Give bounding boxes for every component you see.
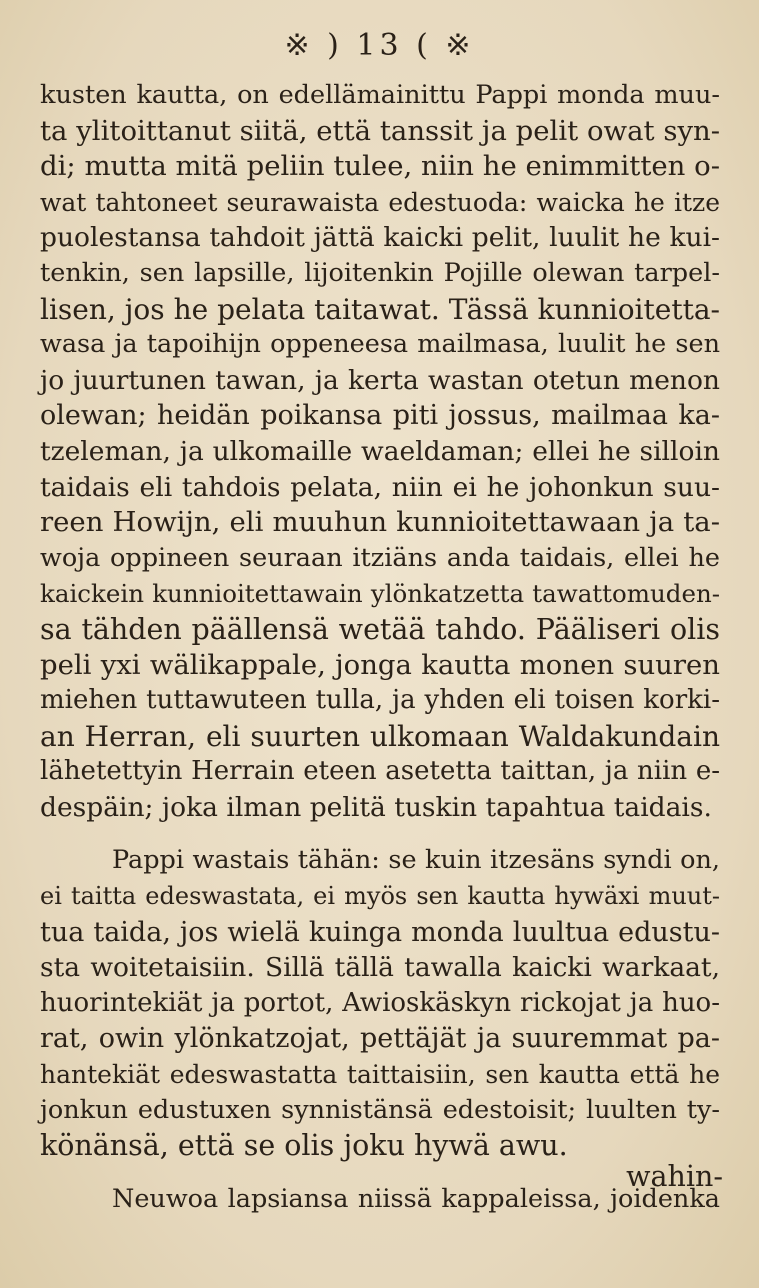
text-line: woja oppineen seuraan itziäns anda taidais, ellei he bbox=[40, 542, 720, 573]
paragraph-2 bbox=[40, 843, 720, 1163]
text-line-first: Pappi wastais tähän: se kuin itzesäns syndi on, bbox=[112, 845, 720, 876]
text-line: rat, owin ylönkatzojat, pettäjät ja suuremmat pa- bbox=[40, 1023, 720, 1055]
text-line: di; mutta mitä peliin tulee, niin he enimmitten o- bbox=[40, 150, 720, 183]
text-line: lisen, jos he pelata taitawat. Tässä kunnioitetta- bbox=[40, 292, 720, 326]
paragraph-1 bbox=[40, 78, 720, 825]
text-line: an Herran, eli suurten ulkomaan Waldakundain bbox=[40, 719, 720, 753]
text-line: tua taida, jos wielä kuinga monda luultua edustu- bbox=[40, 916, 720, 948]
text-line: hantekiät edeswastatta taittaisiin, sen kautta että he bbox=[40, 1060, 720, 1090]
text-line: kaickein kunnioitettawain ylönkatzetta tawattomuden- bbox=[40, 579, 720, 609]
text-line: jonkun edustuxen synnistänsä edestoisit; luulten ty- bbox=[40, 1094, 720, 1125]
text-line: ta ylitoittanut siitä, että tanssit ja pelit owat syn- bbox=[40, 114, 720, 147]
text-line: huorintekiät ja portot, Awioskäskyn rickojat ja huo- bbox=[40, 987, 720, 1018]
catchword: wahin- bbox=[626, 1160, 723, 1193]
text-line: wasa ja tapoihijn oppeneesa mailmasa, luulit he sen bbox=[40, 329, 720, 360]
text-line: sta woitetaisiin. Sillä tällä tawalla kaicki warkaat, bbox=[40, 952, 720, 984]
text-line: wat tahtoneet seurawaista edestuoda: waicka he itze bbox=[40, 187, 720, 217]
text-line: miehen tuttawuteen tulla, ja yhden eli toisen korki- bbox=[40, 685, 720, 716]
text-line: ei taitta edeswastata, ei myös sen kautta hywäxi muut- bbox=[40, 882, 720, 911]
body-text bbox=[40, 78, 720, 1217]
text-line: kusten kautta, on edellämainittu Pappi monda muu- bbox=[40, 80, 720, 110]
text-line-first: Neuwoa lapsiansa niissä kappaleissa, joidenka bbox=[112, 1183, 720, 1214]
page-header: ※ ) 13 ( ※ bbox=[284, 28, 475, 63]
text-line: jo juurtunen tawan, ja kerta wastan otetun menon bbox=[40, 364, 720, 396]
text-line: peli yxi wälikappale, jonga kautta monen suuren bbox=[40, 648, 720, 681]
paragraph-3 bbox=[40, 1182, 720, 1218]
text-line: olewan; heidän poikansa piti jossus, mailmaa ka- bbox=[40, 400, 720, 432]
text-line-last: könänsä, että se olis joku hywä awu. bbox=[40, 1129, 568, 1163]
text-line: puolestansa tahdoit jättä kaicki pelit, luulit he kui- bbox=[40, 222, 720, 254]
text-line: tenkin, sen lapsille, lijoitenkin Pojille olewan tarpel- bbox=[40, 257, 720, 288]
text-line: tzeleman, ja ulkomaille waeldaman; ellei he silloin bbox=[40, 435, 720, 467]
text-line: reen Howijn, eli muuhun kunnioitettawaan ja ta- bbox=[40, 506, 720, 539]
text-line: lähetettyin Herrain eteen asetetta taittan, ja niin e- bbox=[40, 756, 720, 787]
text-line-last: despäin; joka ilman pelitä tuskin tapahtua taidais. bbox=[40, 791, 712, 823]
text-line: taidais eli tahdois pelata, niin ei he johonkun suu- bbox=[40, 471, 720, 503]
text-line: sa tähden päällensä wetää tahdo. Pääliseri olis bbox=[40, 612, 720, 646]
